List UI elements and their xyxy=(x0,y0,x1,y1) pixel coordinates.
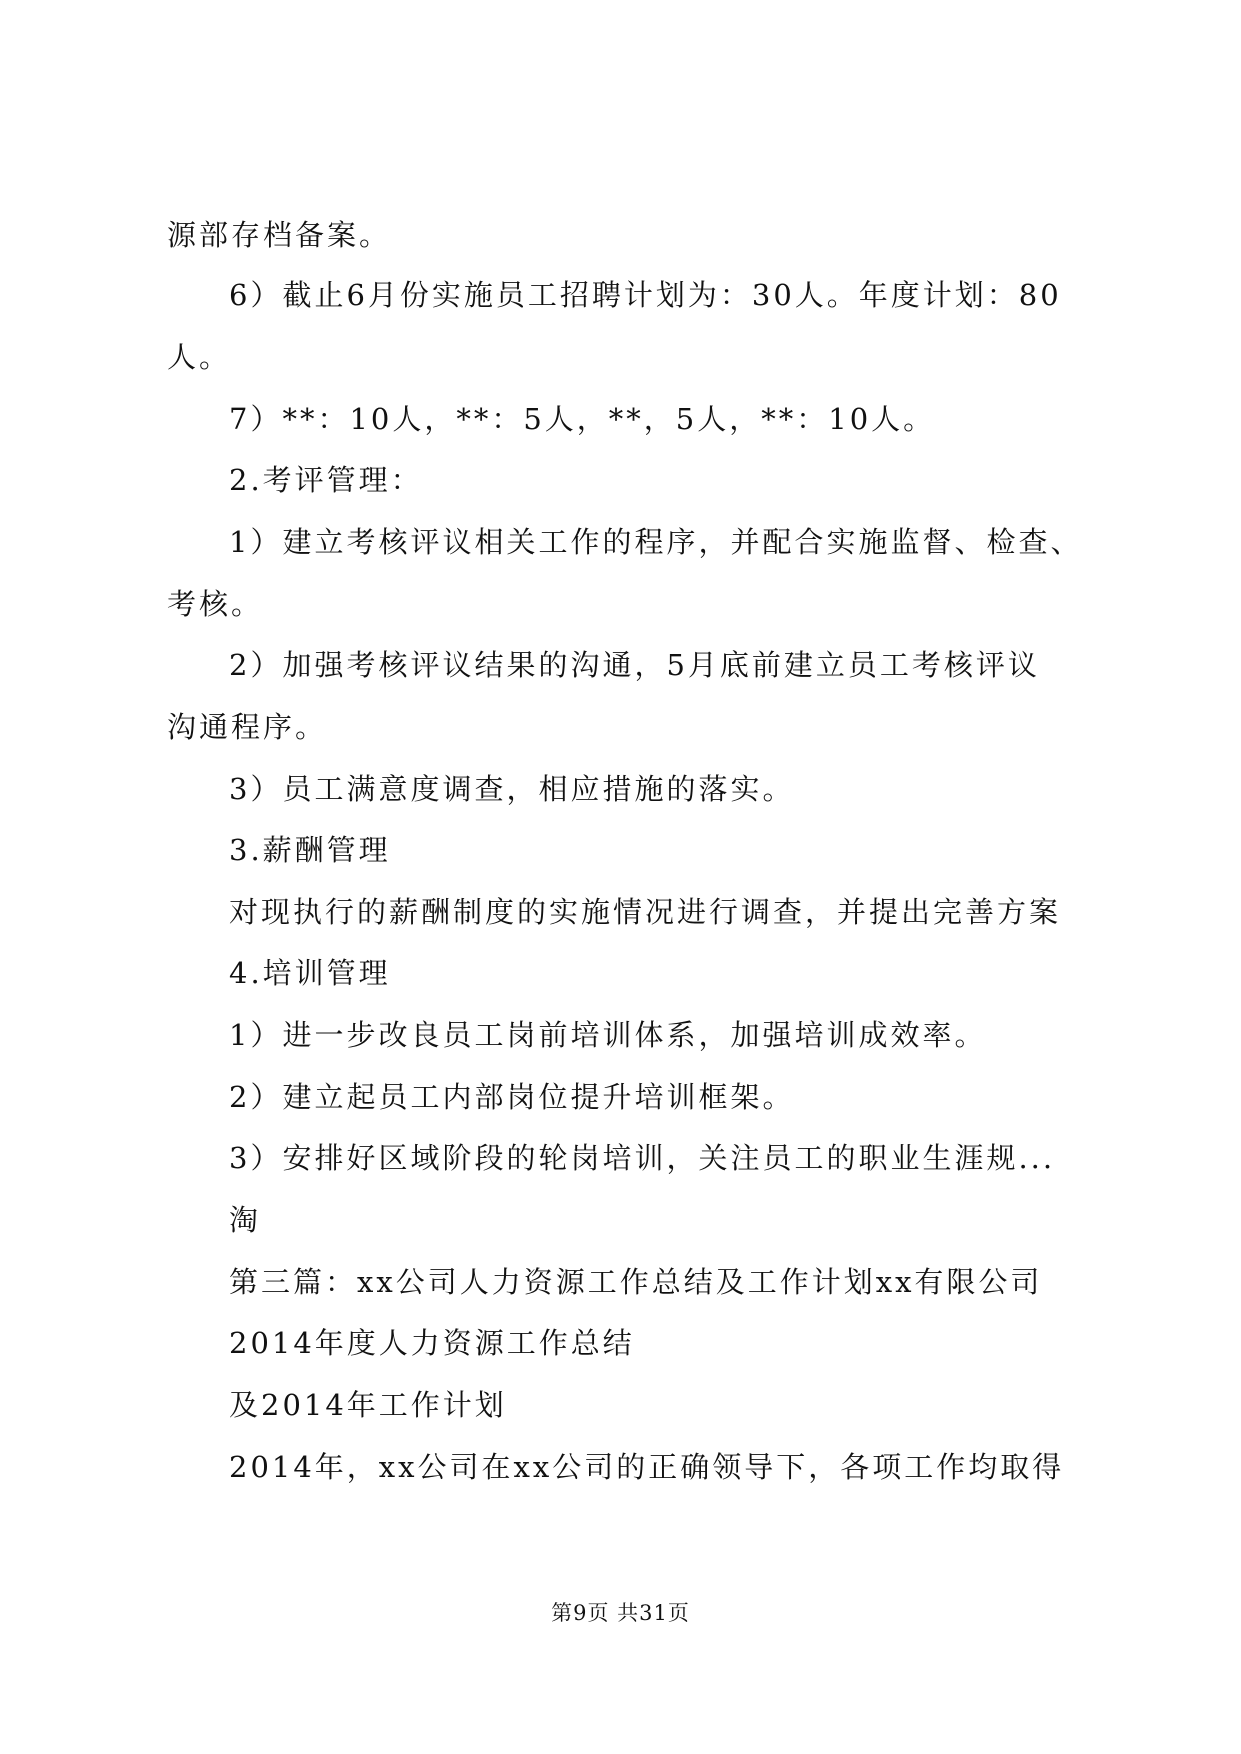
page-number-footer: 第9页 共31页 xyxy=(551,1601,690,1625)
body-line: 考核。 xyxy=(167,587,264,621)
body-line: 1）进一步改良员工岗前培训体系，加强培训成效率。 xyxy=(229,1018,987,1052)
body-line: 3）员工满意度调查，相应措施的落实。 xyxy=(229,772,795,806)
section-heading: 3.薪酬管理 xyxy=(229,833,391,867)
body-line: 沟通程序。 xyxy=(167,710,328,744)
body-line: 7）**：10人，**：5人，**，5人，**：10人。 xyxy=(229,402,936,436)
section-heading: 2.考评管理： xyxy=(229,463,423,497)
body-line: 及2014年工作计划 xyxy=(229,1388,507,1422)
body-line: 3）安排好区域阶段的轮岗培训，关注员工的职业生涯规... xyxy=(229,1141,1056,1175)
body-line: 1）建立考核评议相关工作的程序，并配合实施监督、检查、 xyxy=(229,525,1083,559)
body-line: 2014年度人力资源工作总结 xyxy=(229,1326,635,1360)
body-line: 人。 xyxy=(167,340,232,374)
body-line: 2）加强考核评议结果的沟通，5月底前建立员工考核评议 xyxy=(229,648,1040,682)
body-line: 6）截止6月份实施员工招聘计划为：30人。年度计划：80 xyxy=(229,278,1062,312)
body-line: 源部存档备案。 xyxy=(167,218,392,252)
body-line: 2014年，xx公司在xx公司的正确领导下，各项工作均取得 xyxy=(229,1450,1065,1484)
body-line: 第三篇：xx公司人力资源工作总结及工作计划xx有限公司 xyxy=(229,1265,1043,1299)
body-line: 2）建立起员工内部岗位提升培训框架。 xyxy=(229,1080,795,1114)
body-line: 淘 xyxy=(229,1203,262,1237)
body-line: 对现执行的薪酬制度的实施情况进行调查，并提出完善方案 xyxy=(229,895,1062,929)
section-heading: 4.培训管理 xyxy=(229,956,391,990)
